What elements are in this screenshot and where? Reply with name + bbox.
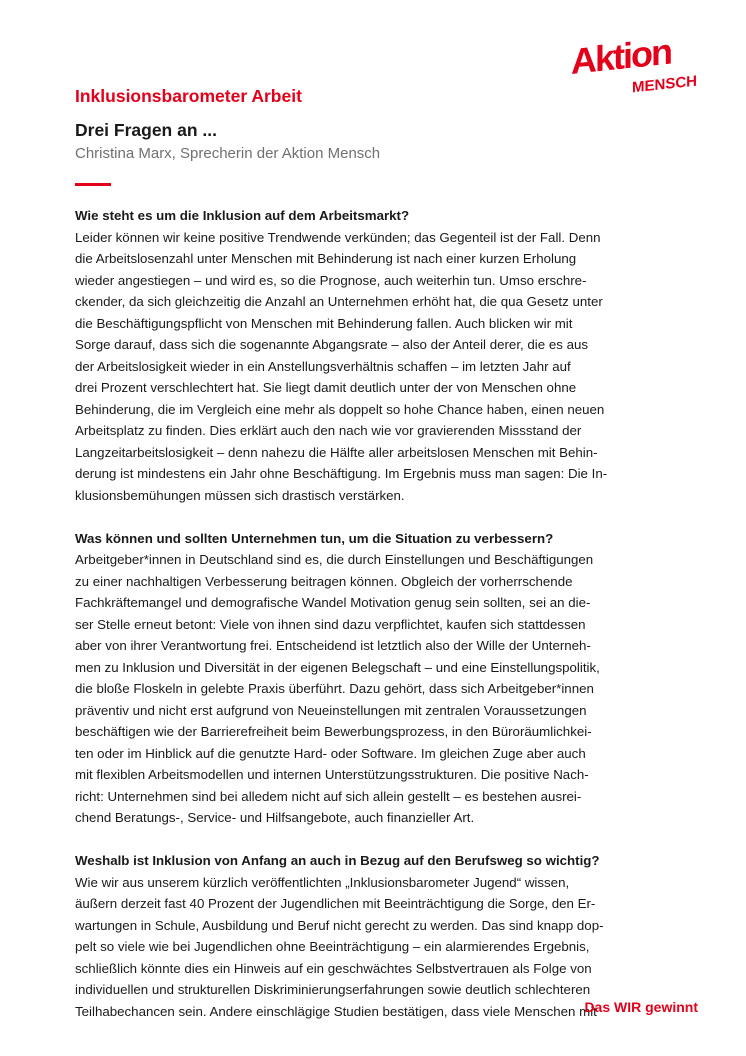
answer-line: derung ist mindestens ein Jahr ohne Beschäftigung. Im Ergebnis muss man sagen: Die In-: [75, 466, 608, 481]
answer-line: wieder angestiegen – und wird es, so die Prognose, auch weiterhin tun. Umso erschre-: [75, 272, 587, 288]
answer-line: Arbeitgeber*innen in Deutschland sind es, die durch Einstellungen und Beschäftigungen: [75, 552, 594, 567]
question-heading: Weshalb ist Inklusion von Anfang an auch in Bezug auf den Berufsweg so wichtig?: [75, 853, 600, 868]
answer-line: zu einer nachhaltigen Verbesserung beitragen können. Obgleich der vorherrschende: [75, 573, 573, 589]
document-subtitle: Christina Marx, Sprecherin der Aktion Mensch: [75, 145, 381, 162]
answer-line: ten oder im Hinblick auf die genutzte Hard- oder Software. Im gleichen Zuge aber auch: [75, 745, 586, 761]
logo-wordmark: Aktion: [571, 30, 671, 82]
qa-section: [75, 205, 675, 506]
answer-line: drei Prozent verschlechtert hat. Sie liegt damit deutlich unter der von Menschen ohne: [75, 380, 577, 395]
answer-line: beschäftigen wie der Barrierefreiheit beim Bewerbungsprozess, in den Büroräumlichkei-: [75, 724, 592, 739]
logo-subline: MENSCH: [631, 72, 697, 97]
answer-line: pelt so viele wie bei Jugendlichen ohne Beeinträchtigung – ein alarmierendes Ergebnis,: [75, 939, 590, 954]
answer-line: Teilhabechancen sein. Andere einschlägige Studien bestätigen, dass viele Menschen mit: [75, 1003, 597, 1019]
answer-line: ckender, da sich gleichzeitig die Anzahl an Unternehmen erhöht hat, die qua Gesetz unter: [75, 294, 603, 309]
answer-line: präventiv und nicht erst aufgrund von Neueinstellungen mit zentralen Voraussetzungen: [75, 702, 587, 718]
answer-line: der Arbeitslosigkeit wieder in ein Anstellungsverhältnis schaffen – im letzten Jahr auf: [75, 358, 571, 374]
document-title: Drei Fragen an ...: [75, 120, 217, 140]
answer-line: schließlich könnte dies ein Hinweis auf ein geschwächtes Selbstvertrauen als Folge von: [75, 960, 592, 976]
qa-section: [75, 528, 675, 829]
qa-section: [75, 850, 675, 1022]
document-kicker: Inklusionsbarometer Arbeit: [75, 86, 302, 106]
answer-line: mit flexiblen Arbeitsmodellen und internen Unterstützungsstrukturen. Die positive Nach-: [75, 767, 589, 782]
answer-line: wartungen in Schule, Ausbildung und Beruf nicht gerecht zu werden. Das sind knapp dop-: [75, 917, 604, 933]
answer-line: Leider können wir keine positive Trendwende verkünden; das Gegenteil ist der Fall. Denn: [75, 229, 601, 245]
answer-line: Arbeitsplatz zu finden. Dies erklärt auch den nach wie vor gravierenden Missstand der: [75, 423, 582, 438]
answer-line: Behinderung, die im Vergleich eine mehr als doppelt so hohe Chance haben, einen neuen: [75, 401, 605, 417]
answer-line: men zu Inklusion und Diversität in der eigenen Belegschaft – und eine Einstellungspolitik,: [75, 659, 600, 675]
answer-line: die Beschäftigungspflicht von Menschen mit Behinderung fallen. Auch blicken wir mit: [75, 315, 573, 331]
question-heading: Was können und sollten Unternehmen tun, um die Situation zu verbessern?: [75, 530, 554, 546]
answer-line: Langzeitarbeitslosigkeit – denn nahezu die Hälfte aller arbeitslosen Menschen mit Behin-: [75, 444, 598, 460]
answer-line: ser Stelle erneut betont: Viele von ihnen sind dazu verpflichtet, kaufen sich stattdessen: [75, 616, 586, 632]
answer-line: chend Beratungs-, Service- und Hilfsangebote, auch finanzieller Art.: [75, 810, 475, 825]
answer-line: Fachkräftemangel und demografische Wandel Motivation genug sein sollten, sei an die-: [75, 595, 591, 610]
answer-line: Wie wir aus unserem kürzlich veröffentlichten „Inklusionsbarometer Jugend“ wissen,: [75, 874, 570, 890]
footer-slogan: Das WIR gewinnt: [584, 999, 698, 1015]
question-heading: Wie steht es um die Inklusion auf dem Arbeitsmarkt?: [75, 208, 410, 223]
answer-line: die bloße Floskeln in gelebte Praxis überführt. Dazu gehört, dass sich Arbeitgeber*innen: [75, 681, 594, 696]
answer-line: klusionsbemühungen müssen sich drastisch verstärken.: [75, 487, 405, 503]
answer-line: äußern derzeit fast 40 Prozent der Jugendlichen mit Beeinträchtigung die Sorge, den Er-: [75, 896, 596, 911]
aktion-mensch-logo: [571, 30, 701, 97]
answer-line: individuellen und strukturellen Diskriminierungserfahrungen sowie deutlich schlechteren: [75, 982, 591, 997]
answer-line: Sorge darauf, dass sich die sogenannte Abgangsrate – also der Anteil derer, die es aus: [75, 337, 589, 352]
answer-line: aber von ihrer Verantwortung frei. Entscheidend ist letztlich also der Wille der Unterneh-: [75, 638, 591, 653]
interview-body: [75, 205, 675, 1044]
answer-line: richt: Unternehmen sind bei alledem nicht auf sich allein gestellt – es bestehen ausrei-: [75, 788, 582, 804]
red-divider: [75, 183, 111, 186]
answer-line: die Arbeitslosenzahl unter Menschen mit Behinderung ist nach einer kurzen Erholung: [75, 251, 577, 266]
